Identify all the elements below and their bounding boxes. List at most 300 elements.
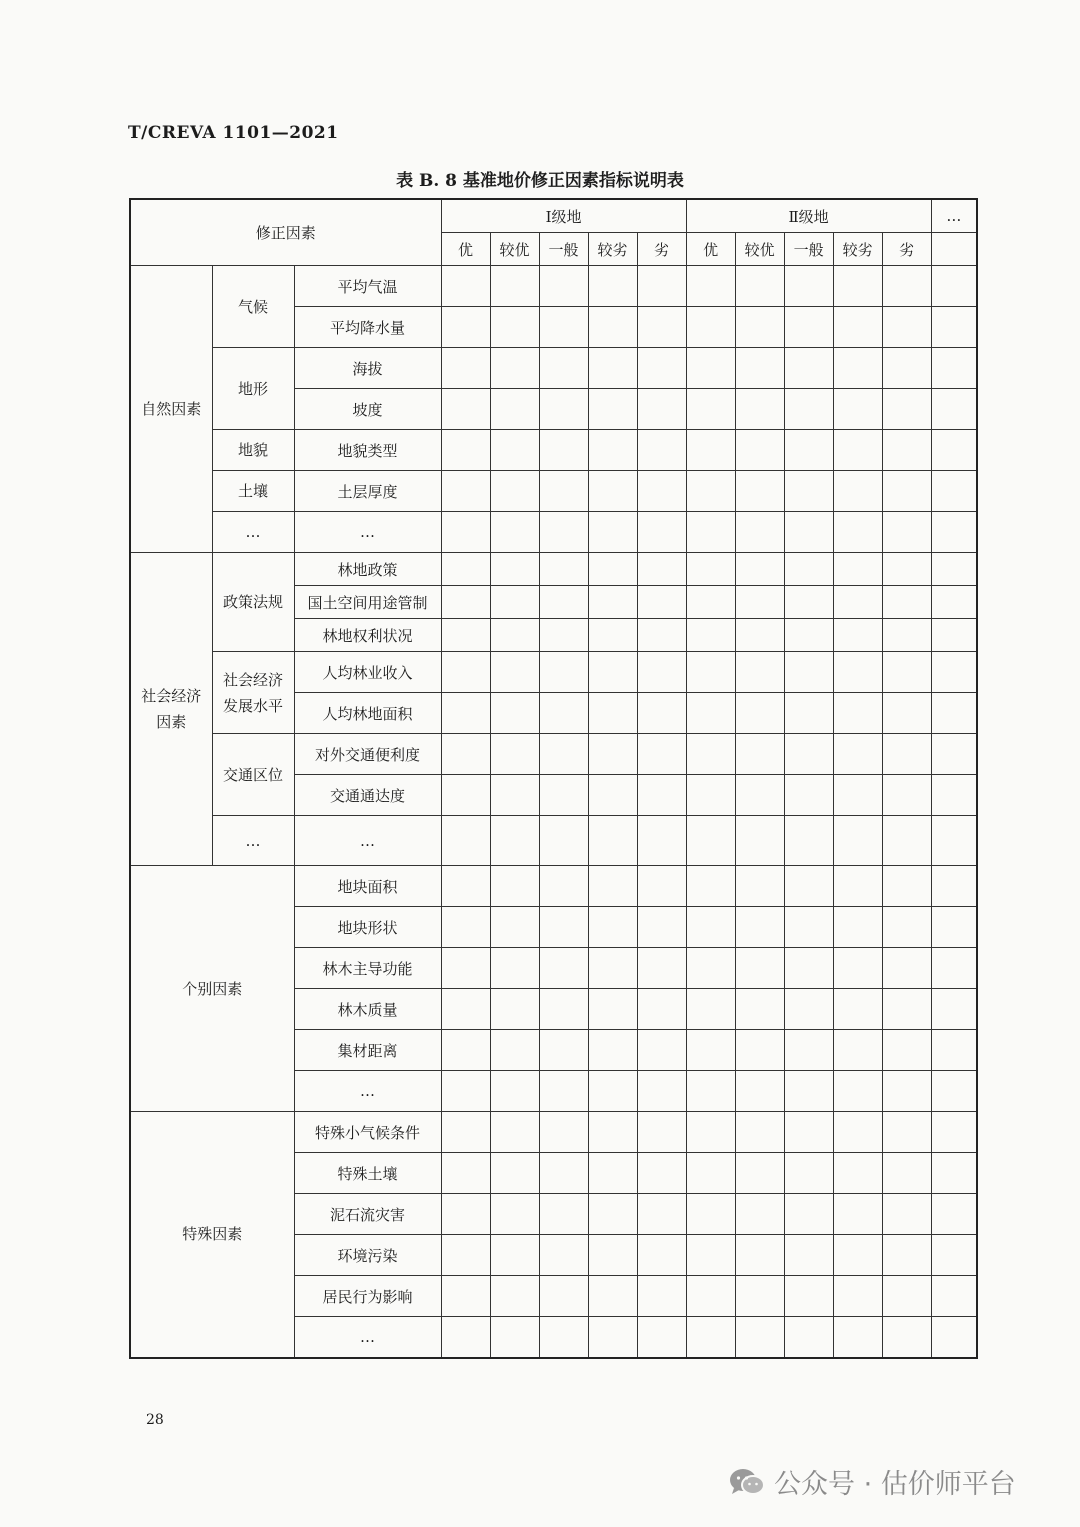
value-cell bbox=[588, 471, 637, 512]
value-cell bbox=[833, 512, 882, 553]
value-cell bbox=[784, 989, 833, 1030]
value-cell bbox=[441, 1030, 490, 1071]
indicator-cell: 人均林业收入 bbox=[294, 652, 441, 693]
value-cell bbox=[637, 734, 686, 775]
value-cell bbox=[588, 907, 637, 948]
value-cell bbox=[735, 586, 784, 619]
value-cell bbox=[637, 907, 686, 948]
value-cell bbox=[490, 1194, 539, 1235]
value-cell bbox=[637, 1235, 686, 1276]
value-cell bbox=[735, 348, 784, 389]
value-cell bbox=[490, 989, 539, 1030]
value-cell bbox=[686, 1276, 735, 1317]
grade-header-empty bbox=[931, 233, 977, 266]
indicator-cell: 土层厚度 bbox=[294, 471, 441, 512]
value-cell bbox=[588, 586, 637, 619]
indicator-cell: 特殊小气候条件 bbox=[294, 1112, 441, 1153]
value-cell bbox=[686, 1071, 735, 1112]
value-cell bbox=[539, 652, 588, 693]
value-cell bbox=[539, 1030, 588, 1071]
factor-row bbox=[130, 553, 977, 586]
value-cell bbox=[784, 907, 833, 948]
value-cell bbox=[588, 1030, 637, 1071]
value-cell bbox=[637, 348, 686, 389]
value-cell bbox=[637, 1112, 686, 1153]
value-cell bbox=[588, 989, 637, 1030]
value-cell bbox=[539, 775, 588, 816]
value-cell bbox=[441, 619, 490, 652]
header-row-levels bbox=[130, 199, 977, 233]
value-cell bbox=[784, 512, 833, 553]
value-cell bbox=[490, 1071, 539, 1112]
value-cell bbox=[637, 1317, 686, 1358]
value-cell bbox=[686, 553, 735, 586]
grade-header: 一般 bbox=[539, 233, 588, 266]
indicator-cell: … bbox=[294, 1317, 441, 1358]
grade-header: 一般 bbox=[784, 233, 833, 266]
value-cell bbox=[735, 619, 784, 652]
value-cell bbox=[490, 586, 539, 619]
indicator-cell: 平均气温 bbox=[294, 266, 441, 307]
indicator-cell: 林木质量 bbox=[294, 989, 441, 1030]
value-cell bbox=[490, 389, 539, 430]
value-cell bbox=[686, 816, 735, 866]
value-cell bbox=[686, 1317, 735, 1358]
value-cell bbox=[637, 948, 686, 989]
value-cell bbox=[784, 1153, 833, 1194]
grade-header: 较劣 bbox=[588, 233, 637, 266]
factor-row bbox=[130, 652, 977, 693]
value-cell bbox=[637, 1276, 686, 1317]
value-cell bbox=[833, 619, 882, 652]
value-cell bbox=[686, 693, 735, 734]
value-cell bbox=[686, 866, 735, 907]
value-cell bbox=[686, 512, 735, 553]
value-cell bbox=[539, 907, 588, 948]
value-cell bbox=[490, 866, 539, 907]
value-cell bbox=[637, 266, 686, 307]
indicator-cell: 林木主导功能 bbox=[294, 948, 441, 989]
value-cell bbox=[882, 989, 931, 1030]
value-cell bbox=[588, 389, 637, 430]
value-cell bbox=[490, 553, 539, 586]
value-cell bbox=[588, 512, 637, 553]
corner-header: 修正因素 bbox=[130, 199, 441, 266]
value-cell bbox=[441, 389, 490, 430]
level-1-header: Ⅰ级地 bbox=[441, 199, 686, 233]
value-cell bbox=[539, 348, 588, 389]
value-cell bbox=[441, 866, 490, 907]
value-cell bbox=[686, 1194, 735, 1235]
factor-row bbox=[130, 1112, 977, 1153]
value-cell bbox=[441, 586, 490, 619]
value-cell bbox=[882, 512, 931, 553]
value-cell bbox=[833, 1317, 882, 1358]
value-cell bbox=[686, 1112, 735, 1153]
subcategory-cell: 交通区位 bbox=[212, 734, 294, 816]
value-cell bbox=[490, 471, 539, 512]
value-cell bbox=[931, 307, 977, 348]
value-cell bbox=[539, 816, 588, 866]
value-cell bbox=[735, 652, 784, 693]
value-cell bbox=[539, 512, 588, 553]
indicator-cell: 坡度 bbox=[294, 389, 441, 430]
value-cell bbox=[735, 866, 784, 907]
indicator-cell: 国土空间用途管制 bbox=[294, 586, 441, 619]
category-cell: 个别因素 bbox=[130, 866, 294, 1112]
value-cell bbox=[784, 266, 833, 307]
subcategory-cell: 政策法规 bbox=[212, 553, 294, 652]
value-cell bbox=[931, 907, 977, 948]
correction-factor-table bbox=[129, 198, 978, 1359]
value-cell bbox=[931, 866, 977, 907]
value-cell bbox=[539, 471, 588, 512]
value-cell bbox=[490, 430, 539, 471]
value-cell bbox=[882, 1276, 931, 1317]
value-cell bbox=[490, 1317, 539, 1358]
indicator-cell: … bbox=[294, 512, 441, 553]
indicator-cell: 地块面积 bbox=[294, 866, 441, 907]
value-cell bbox=[588, 734, 637, 775]
value-cell bbox=[588, 816, 637, 866]
subcategory-cell: 地形 bbox=[212, 348, 294, 430]
value-cell bbox=[441, 553, 490, 586]
value-cell bbox=[539, 1194, 588, 1235]
grade-header: 劣 bbox=[882, 233, 931, 266]
value-cell bbox=[735, 1235, 784, 1276]
value-cell bbox=[441, 948, 490, 989]
indicator-cell: 海拔 bbox=[294, 348, 441, 389]
value-cell bbox=[441, 907, 490, 948]
value-cell bbox=[637, 553, 686, 586]
value-cell bbox=[833, 816, 882, 866]
value-cell bbox=[686, 1030, 735, 1071]
watermark-text: 公众号 · 估价师平台 bbox=[774, 1469, 1016, 1500]
value-cell bbox=[637, 512, 686, 553]
value-cell bbox=[784, 1030, 833, 1071]
value-cell bbox=[833, 1276, 882, 1317]
value-cell bbox=[882, 389, 931, 430]
value-cell bbox=[931, 471, 977, 512]
value-cell bbox=[490, 693, 539, 734]
indicator-cell: 林地权利状况 bbox=[294, 619, 441, 652]
value-cell bbox=[539, 266, 588, 307]
value-cell bbox=[882, 1235, 931, 1276]
value-cell bbox=[784, 775, 833, 816]
value-cell bbox=[539, 1153, 588, 1194]
value-cell bbox=[637, 307, 686, 348]
value-cell bbox=[784, 652, 833, 693]
value-cell bbox=[539, 307, 588, 348]
value-cell bbox=[637, 1194, 686, 1235]
value-cell bbox=[588, 1276, 637, 1317]
value-cell bbox=[637, 1071, 686, 1112]
value-cell bbox=[784, 307, 833, 348]
value-cell bbox=[882, 734, 931, 775]
value-cell bbox=[833, 948, 882, 989]
value-cell bbox=[931, 1112, 977, 1153]
value-cell bbox=[441, 1276, 490, 1317]
value-cell bbox=[490, 512, 539, 553]
value-cell bbox=[735, 1112, 784, 1153]
category-cell: 自然因素 bbox=[130, 266, 212, 553]
value-cell bbox=[539, 1071, 588, 1112]
value-cell bbox=[637, 866, 686, 907]
value-cell bbox=[882, 266, 931, 307]
value-cell bbox=[882, 1112, 931, 1153]
value-cell bbox=[490, 1153, 539, 1194]
value-cell bbox=[588, 553, 637, 586]
value-cell bbox=[882, 652, 931, 693]
value-cell bbox=[588, 693, 637, 734]
value-cell bbox=[441, 1153, 490, 1194]
value-cell bbox=[441, 348, 490, 389]
value-cell bbox=[637, 816, 686, 866]
value-cell bbox=[931, 1276, 977, 1317]
value-cell bbox=[735, 1153, 784, 1194]
value-cell bbox=[637, 389, 686, 430]
value-cell bbox=[441, 775, 490, 816]
value-cell bbox=[882, 948, 931, 989]
value-cell bbox=[588, 1317, 637, 1358]
value-cell bbox=[833, 471, 882, 512]
value-cell bbox=[784, 348, 833, 389]
value-cell bbox=[882, 553, 931, 586]
value-cell bbox=[490, 816, 539, 866]
value-cell bbox=[784, 389, 833, 430]
value-cell bbox=[931, 734, 977, 775]
value-cell bbox=[882, 619, 931, 652]
value-cell bbox=[735, 430, 784, 471]
value-cell bbox=[735, 948, 784, 989]
value-cell bbox=[735, 907, 784, 948]
category-cell: 特殊因素 bbox=[130, 1112, 294, 1358]
indicator-cell: 特殊土壤 bbox=[294, 1153, 441, 1194]
value-cell bbox=[588, 1071, 637, 1112]
indicator-cell: 地块形状 bbox=[294, 907, 441, 948]
value-cell bbox=[931, 553, 977, 586]
value-cell bbox=[833, 989, 882, 1030]
value-cell bbox=[637, 430, 686, 471]
value-cell bbox=[882, 775, 931, 816]
value-cell bbox=[735, 1194, 784, 1235]
value-cell bbox=[686, 586, 735, 619]
factor-row bbox=[130, 512, 977, 553]
value-cell bbox=[833, 1071, 882, 1112]
indicator-cell: 集材距离 bbox=[294, 1030, 441, 1071]
value-cell bbox=[833, 307, 882, 348]
value-cell bbox=[735, 471, 784, 512]
subcategory-cell: 土壤 bbox=[212, 471, 294, 512]
value-cell bbox=[882, 1153, 931, 1194]
value-cell bbox=[490, 734, 539, 775]
indicator-cell: 交通通达度 bbox=[294, 775, 441, 816]
value-cell bbox=[539, 619, 588, 652]
value-cell bbox=[441, 693, 490, 734]
value-cell bbox=[784, 866, 833, 907]
indicator-cell: 居民行为影响 bbox=[294, 1276, 441, 1317]
value-cell bbox=[882, 430, 931, 471]
value-cell bbox=[441, 1071, 490, 1112]
value-cell bbox=[686, 989, 735, 1030]
value-cell bbox=[882, 907, 931, 948]
value-cell bbox=[588, 430, 637, 471]
factor-row bbox=[130, 816, 977, 866]
value-cell bbox=[637, 989, 686, 1030]
value-cell bbox=[784, 619, 833, 652]
value-cell bbox=[784, 553, 833, 586]
value-cell bbox=[588, 1112, 637, 1153]
value-cell bbox=[490, 348, 539, 389]
value-cell bbox=[882, 1317, 931, 1358]
value-cell bbox=[441, 307, 490, 348]
value-cell bbox=[735, 1030, 784, 1071]
value-cell bbox=[539, 586, 588, 619]
value-cell bbox=[882, 1071, 931, 1112]
value-cell bbox=[637, 1030, 686, 1071]
value-cell bbox=[931, 652, 977, 693]
level-2-header: Ⅱ级地 bbox=[686, 199, 931, 233]
value-cell bbox=[441, 430, 490, 471]
wechat-icon bbox=[728, 1467, 766, 1497]
value-cell bbox=[735, 512, 784, 553]
factor-row bbox=[130, 866, 977, 907]
indicator-cell: … bbox=[294, 816, 441, 866]
value-cell bbox=[784, 816, 833, 866]
value-cell bbox=[784, 734, 833, 775]
value-cell bbox=[882, 866, 931, 907]
value-cell bbox=[686, 348, 735, 389]
subcategory-cell: 气候 bbox=[212, 266, 294, 348]
value-cell bbox=[931, 1030, 977, 1071]
value-cell bbox=[735, 307, 784, 348]
value-cell bbox=[931, 430, 977, 471]
value-cell bbox=[490, 619, 539, 652]
value-cell bbox=[784, 1235, 833, 1276]
value-cell bbox=[735, 1276, 784, 1317]
value-cell bbox=[833, 1030, 882, 1071]
grade-header: 劣 bbox=[637, 233, 686, 266]
grade-header: 较优 bbox=[735, 233, 784, 266]
value-cell bbox=[833, 652, 882, 693]
value-cell bbox=[539, 1276, 588, 1317]
value-cell bbox=[686, 734, 735, 775]
value-cell bbox=[882, 1030, 931, 1071]
value-cell bbox=[490, 1112, 539, 1153]
value-cell bbox=[686, 619, 735, 652]
value-cell bbox=[833, 866, 882, 907]
value-cell bbox=[735, 816, 784, 866]
value-cell bbox=[686, 948, 735, 989]
value-cell bbox=[441, 989, 490, 1030]
indicator-cell: 地貌类型 bbox=[294, 430, 441, 471]
subcategory-cell: … bbox=[212, 512, 294, 553]
value-cell bbox=[441, 1112, 490, 1153]
factor-row bbox=[130, 734, 977, 775]
value-cell bbox=[882, 816, 931, 866]
value-cell bbox=[490, 1235, 539, 1276]
value-cell bbox=[784, 1276, 833, 1317]
value-cell bbox=[735, 1071, 784, 1112]
watermark bbox=[728, 1462, 1016, 1501]
factor-row bbox=[130, 430, 977, 471]
value-cell bbox=[931, 1235, 977, 1276]
value-cell bbox=[735, 266, 784, 307]
value-cell bbox=[784, 1071, 833, 1112]
value-cell bbox=[539, 866, 588, 907]
subcategory-cell: 地貌 bbox=[212, 430, 294, 471]
table-caption: 表 B. 8 基准地价修正因素指标说明表 bbox=[396, 171, 684, 191]
grade-header: 较优 bbox=[490, 233, 539, 266]
value-cell bbox=[784, 430, 833, 471]
value-cell bbox=[686, 266, 735, 307]
indicator-cell: 环境污染 bbox=[294, 1235, 441, 1276]
value-cell bbox=[490, 307, 539, 348]
indicator-cell: 林地政策 bbox=[294, 553, 441, 586]
value-cell bbox=[588, 866, 637, 907]
value-cell bbox=[735, 553, 784, 586]
grade-header: 较劣 bbox=[833, 233, 882, 266]
value-cell bbox=[490, 1276, 539, 1317]
value-cell bbox=[441, 734, 490, 775]
value-cell bbox=[686, 389, 735, 430]
value-cell bbox=[833, 1194, 882, 1235]
value-cell bbox=[588, 348, 637, 389]
value-cell bbox=[490, 652, 539, 693]
value-cell bbox=[784, 948, 833, 989]
factor-row bbox=[130, 348, 977, 389]
value-cell bbox=[833, 553, 882, 586]
value-cell bbox=[931, 989, 977, 1030]
standard-code: T/CREVA 1101—2021 bbox=[128, 123, 339, 143]
value-cell bbox=[490, 266, 539, 307]
value-cell bbox=[833, 1153, 882, 1194]
value-cell bbox=[588, 652, 637, 693]
value-cell bbox=[637, 1153, 686, 1194]
value-cell bbox=[882, 693, 931, 734]
value-cell bbox=[490, 1030, 539, 1071]
grade-header: 优 bbox=[686, 233, 735, 266]
value-cell bbox=[882, 586, 931, 619]
value-cell bbox=[784, 1194, 833, 1235]
value-cell bbox=[833, 734, 882, 775]
factor-row bbox=[130, 471, 977, 512]
value-cell bbox=[882, 1194, 931, 1235]
value-cell bbox=[931, 586, 977, 619]
value-cell bbox=[931, 693, 977, 734]
value-cell bbox=[931, 389, 977, 430]
value-cell bbox=[637, 586, 686, 619]
value-cell bbox=[882, 471, 931, 512]
value-cell bbox=[686, 1153, 735, 1194]
value-cell bbox=[539, 1317, 588, 1358]
value-cell bbox=[833, 775, 882, 816]
value-cell bbox=[441, 266, 490, 307]
value-cell bbox=[441, 471, 490, 512]
value-cell bbox=[637, 652, 686, 693]
value-cell bbox=[539, 693, 588, 734]
value-cell bbox=[539, 430, 588, 471]
page-number: 28 bbox=[146, 1412, 164, 1428]
value-cell bbox=[735, 775, 784, 816]
value-cell bbox=[539, 948, 588, 989]
value-cell bbox=[539, 1112, 588, 1153]
value-cell bbox=[882, 348, 931, 389]
value-cell bbox=[686, 907, 735, 948]
category-cell: 社会经济因素 bbox=[130, 553, 212, 866]
indicator-cell: 平均降水量 bbox=[294, 307, 441, 348]
indicator-cell: 人均林地面积 bbox=[294, 693, 441, 734]
